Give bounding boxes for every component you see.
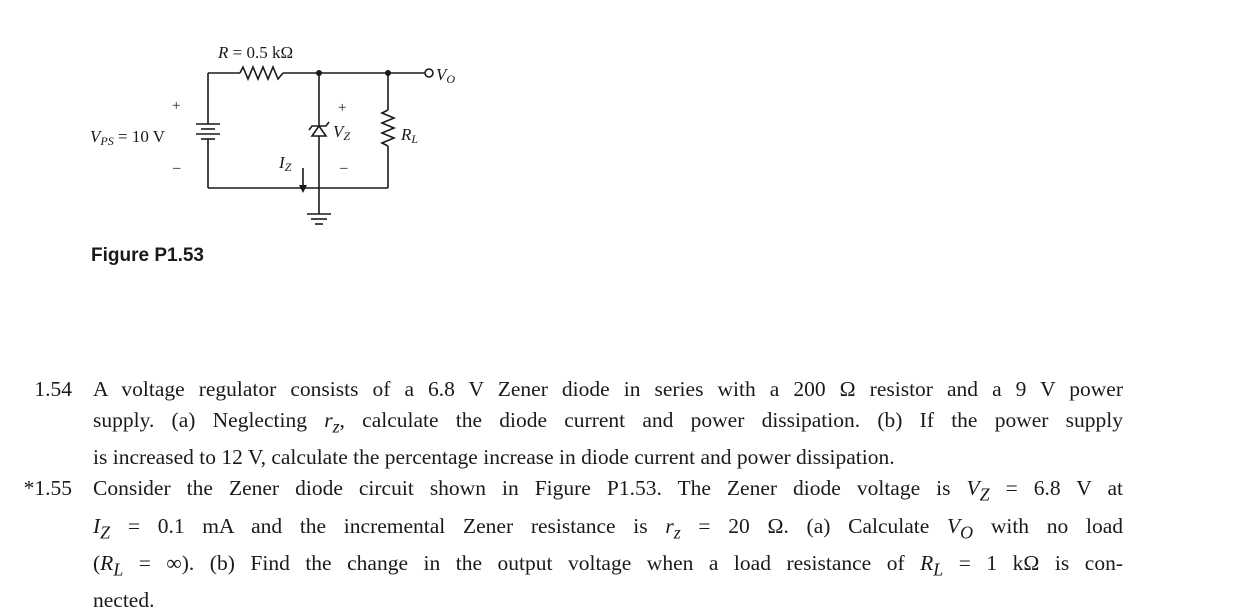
resistor-rl-zigzag bbox=[382, 110, 394, 146]
problem-1-54 bbox=[0, 374, 1242, 473]
supply-label: VPS = 10 V bbox=[90, 127, 166, 148]
supply-plus: + bbox=[172, 98, 181, 114]
load-label: RL bbox=[401, 125, 419, 146]
iz-arrow-head bbox=[299, 185, 307, 193]
problem-list bbox=[0, 374, 1242, 616]
output-label: VO bbox=[436, 65, 456, 86]
node-dot-top-load bbox=[385, 70, 391, 76]
problem-line: A voltage regulator consists of a 6.8 V Zener diode in series with a 200 Ω resistor and a 9 V power bbox=[93, 377, 1123, 401]
problem-line: Consider the Zener diode circuit shown in Figure P1.53. The Zener diode voltage is $V_Z = 6.8$ V at bbox=[93, 476, 1123, 505]
resistor-r-label: R = 0.5 kΩ bbox=[218, 43, 294, 62]
output-terminal bbox=[425, 69, 433, 77]
figure-caption: Figure P1.53 bbox=[91, 245, 204, 266]
zener-voltage-label: VZ bbox=[333, 122, 351, 143]
problem-number: *1.55 bbox=[23, 476, 72, 501]
zener-minus: – bbox=[340, 160, 348, 176]
problem-line: nected. bbox=[93, 588, 155, 613]
zener-diode-triangle bbox=[312, 126, 326, 136]
node-dot-top-zener bbox=[316, 70, 322, 76]
problem-line: ($R_L$ = ∞). (b) Find the change in the output voltage when a load resistance of $R_L = 1$ kΩ is con- bbox=[93, 550, 1123, 580]
circuit-diagram bbox=[0, 0, 560, 240]
problem-line: is increased to 12 V, calculate the percentage increase in diode current and power dissipation. bbox=[93, 445, 895, 470]
resistor-r-zigzag bbox=[240, 67, 283, 79]
supply-minus: – bbox=[173, 160, 181, 176]
problem-number: 1.54 bbox=[34, 377, 72, 401]
problem-line: $I_Z = 0.1$ mA and the incremental Zener resistance is $r_z = 20$ Ω. (a) Calculate $V_O$ with no load bbox=[93, 513, 1123, 542]
problem-text bbox=[93, 374, 1123, 473]
problem-line: supply. (a) Neglecting $r_z$, calculate the diode current and power dissipation. (b) If the power supply bbox=[93, 408, 1123, 437]
zener-plus: + bbox=[338, 100, 347, 116]
zener-current-label: IZ bbox=[279, 153, 292, 174]
